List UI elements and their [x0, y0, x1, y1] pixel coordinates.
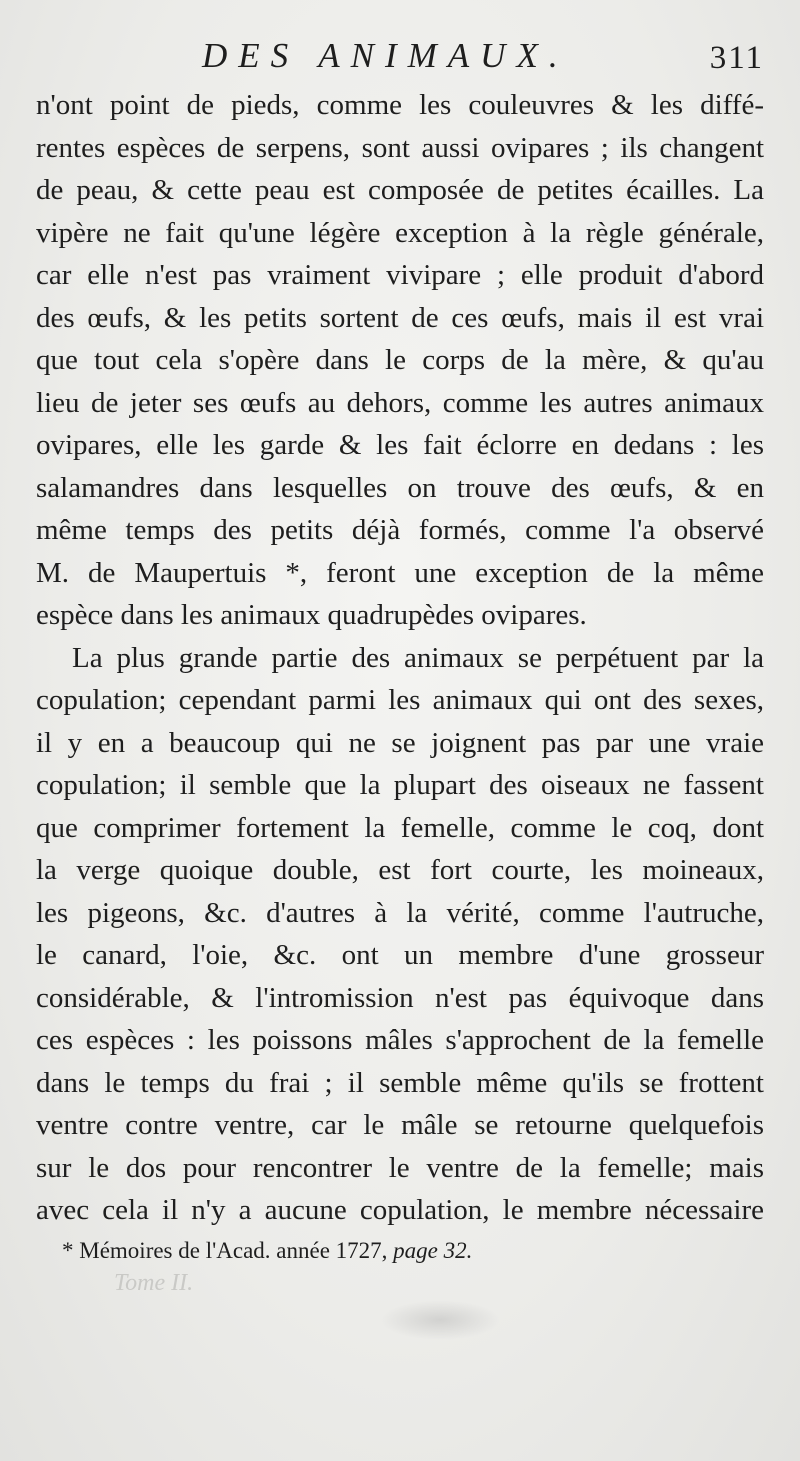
body-text [36, 84, 764, 1232]
text-line: les pigeons, &c. d'autres à la vérité, comme l'autruche, [36, 896, 764, 929]
text-line: considérable, & l'intromission n'est pas équivoque dans [36, 981, 764, 1014]
text-line: dans le temps du frai ; il semble même qu'ils se frottent [36, 1066, 764, 1099]
paragraph-2 [36, 637, 764, 1232]
text-line: ovipares, elle les garde & les fait éclorre en dedans : les [36, 429, 764, 461]
running-head [36, 34, 766, 84]
footnote-text: * Mémoires de l'Acad. année 1727, [62, 1238, 394, 1263]
text-line: rentes espèces de serpens, sont aussi ovipares ; ils changent [36, 131, 764, 164]
page-number: 311 [709, 40, 764, 76]
text-line: le canard, l'oie, &c. ont un membre d'une grosseur [36, 939, 764, 971]
text-line: lieu de jeter ses œufs au dehors, comme les autres animaux [36, 386, 764, 419]
text-line: La plus grande partie des animaux se perpétuent par la [72, 641, 764, 674]
running-title: DES ANIMAUX. [202, 36, 569, 75]
text-line: il y en a beaucoup qui ne se joignent pas par une vraie [36, 726, 764, 759]
text-line: que comprimer fortement la femelle, comme le coq, dont [36, 811, 764, 844]
signature-mark: Tome II. [114, 1270, 194, 1296]
text-line: ventre contre ventre, car le mâle se retourne quelquefois [36, 1109, 764, 1141]
text-line: copulation; cependant parmi les animaux qui ont des sexes, [36, 684, 764, 716]
text-line: car elle n'est pas vraiment vivipare ; elle produit d'abord [36, 259, 764, 291]
text-line: ces espèces : les poissons mâles s'approchent de la femelle [36, 1024, 764, 1056]
text-line: salamandres dans lesquelles on trouve des œufs, & en [36, 471, 764, 504]
text-line: la verge quoique double, est fort courte, les moineaux, [36, 854, 764, 886]
paragraph-1 [36, 84, 764, 637]
footnote-page-ref: page 32. [393, 1238, 473, 1263]
text-line: avec cela il n'y a aucune copulation, le membre nécessaire [36, 1194, 764, 1226]
text-line: sur le dos pour rencontrer le ventre de la femelle; mais [36, 1151, 764, 1184]
text-line: M. de Maupertuis *, feront une exception de la même [36, 556, 764, 589]
text-line: n'ont point de pieds, comme les couleuvres & les diffé- [36, 89, 764, 121]
text-line: copulation; il semble que la plupart des oiseaux ne fassent [36, 769, 764, 801]
text-line: de peau, & cette peau est composée de petites écailles. La [36, 174, 764, 206]
footnote [62, 1238, 472, 1264]
text-line: même temps des petits déjà formés, comme l'a observé [36, 514, 764, 546]
text-line: des œufs, & les petits sortent de ces œufs, mais il est vrai [36, 301, 764, 334]
text-line: espèce dans les animaux quadrupèdes ovipares. [36, 599, 587, 631]
paper-smudge [380, 1300, 500, 1340]
text-line: que tout cela s'opère dans le corps de la mère, & qu'au [36, 344, 764, 376]
text-line: vipère ne fait qu'une légère exception à la règle générale, [36, 216, 764, 249]
